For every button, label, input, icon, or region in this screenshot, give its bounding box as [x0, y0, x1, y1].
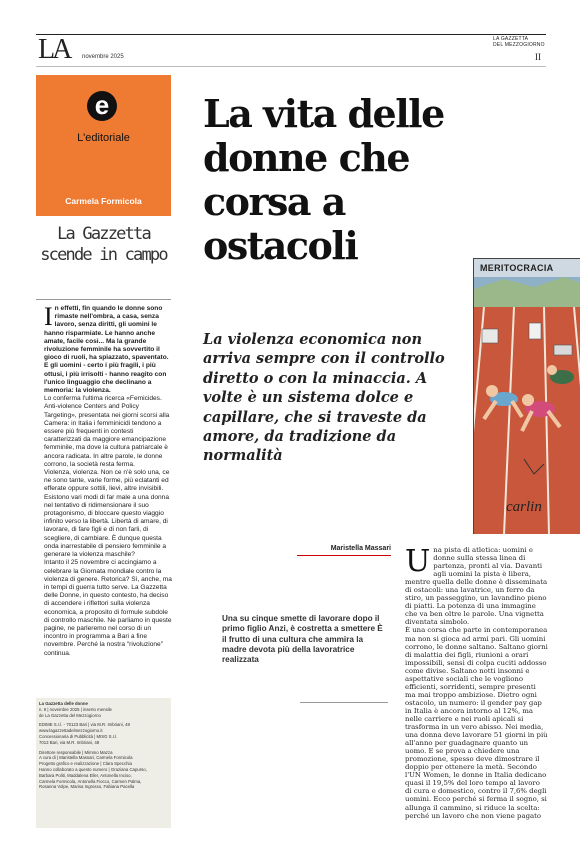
credits-staff-line: Direttore responsabile | Mimmo Mazza	[39, 749, 113, 755]
credits-publisher-line: www.lagazzettadelmezzogiorno.it	[39, 728, 103, 734]
credits-staff	[39, 750, 168, 791]
editorial-lead: n effetti, fin quando le donne sono rimaste nell'ombra, a casa, senza lavoro, senza diritti, gli uomini le hanno risparmiate. Le hanno anche amate, facile così... Ma la grande rivoluzione femminile ha sovvertito il gioco di ruoli, ha spiazzato, spaventato. E gli uomini - certo i più fragili, i più ottusi, i più irrisolti - hanno reagito con l'unico linguaggio che declinano a memoria: la violenza.	[44, 305, 169, 395]
byline-rule	[297, 555, 391, 556]
credits-staff-line: A cura di | Maristella Massari, Carmela Formicola	[39, 755, 133, 761]
credits-publisher-line: EDIME S.r.l. - 70123 Bari | via M.R. Imbriani, 48	[39, 722, 130, 728]
editorial-dropcap: I	[44, 302, 53, 331]
magazine-logo: LA	[38, 34, 70, 65]
credits-staff-line: Barbara Politi, Maddalena Eller, Antonella Inciso,	[39, 772, 132, 778]
editorial-paragraph: Lo conferma l'ultima ricerca «Femicides. Anti-violence Centers and Policy Targeting», presentata nei giorni scorsi alla Camera: in Italia i femminicidi tendono a essere più frequenti in contesti caratterizzati da maggiore emancipazione femminile, ma dove la cultura patriarcale è ancora radicata. In altre parole, le donne corrono, la società resta ferma.	[44, 395, 170, 468]
article-body	[405, 546, 548, 820]
newspaper-masthead	[493, 36, 545, 48]
masthead-bottom-rule	[36, 66, 546, 67]
credits-pub-line: de La Gazzetta del Mezzogiorno	[39, 712, 101, 718]
cartoon-drawing	[474, 259, 580, 534]
credits-publisher-line: 7013 Bari, via M.R. Imbriani, 48	[39, 739, 100, 745]
article-byline: Maristella Massari	[330, 545, 391, 552]
credits-publication	[39, 701, 168, 718]
credits-box	[36, 698, 171, 828]
credits-publisher	[39, 722, 168, 745]
issue-date: novembre 2025	[82, 54, 124, 60]
masthead-line-1: LA GAZZETTA	[493, 36, 529, 42]
editorial-paragraph: Intanto il 25 novembre ci accingiamo a celebrare la Giornata mondiale contro la violenza di genere. Retorica? Sì, anche, ma in tempi di guerra tutto serve. La Gazzetta delle Donne, in questo contesto, ha deciso di accendere i riflettori sulla violenza economica, a proposito di formule subdole di controllo maschile. Ne parliamo in queste pagine, ne parleremo nel corso di un incontro in programma a Bari a fine novembre. Perché la nostra "rivoluzione" continua.	[44, 559, 172, 657]
credits-pub-name: La Gazzetta delle donne	[39, 701, 88, 706]
cartoon-title: MERITOCRACIA	[480, 263, 554, 273]
credits-staff-line: Progetto grafico e realizzazione | Clara Specchia	[39, 761, 132, 767]
credits-staff-line: Rosanna Volpe, Marisa Ingrosso, Fabiana Pacella	[39, 784, 135, 790]
masthead-top-rule	[36, 34, 546, 35]
credits-pub-line: n. 9 | novembre 2025 | inserto mensile	[39, 706, 112, 712]
editorial-e-icon: e	[87, 91, 117, 121]
cartoon-signature: carlin	[506, 499, 542, 515]
editorial-divider	[36, 299, 171, 300]
page-number: II	[535, 52, 541, 62]
cartoon-illustration	[473, 258, 580, 534]
editorial-paragraph: Violenza, violenza. Non ce n'è solo una, ce ne sono tante, varie forme, più eclatanti ed efferate oppure sottili, lievi, altre invisibili. Esistono vari modi di far male a una donna nel tentativo di ridimensionare il suo protagonismo, di bloccare questo viaggio infinito verso la libertà. Libertà di amare, di lavorare, di fare figli e di non farli, di scegliere, di cambiare. È dunque questa onda inarrestabile di pensiero femminile a generare la violenza maschile?	[44, 469, 170, 559]
editorial-label: L'editoriale	[77, 132, 130, 144]
article-subtitle: La violenza economica non arriva sempre con il controllo diretto o con la minaccia. A volte è un sistema dolce e capillare, che si traveste da amore, da tradizione da normalità	[203, 331, 445, 465]
editorial-author: Carmela Formicola	[65, 196, 142, 206]
pull-quote: Una su cinque smette di lavorare dopo il primo figlio Anzi, è costretta a smettere È il frutto di una cultura che ammira la madre devota più della lavoratrice realizzata	[222, 614, 383, 665]
article-paragraph: È una corsa che parte in contemporanea ma non si gioca ad armi pari. Gli uomini corrono, le donne saltano. Saltano giorni di malattia dei figli, riunioni a orari impossibili, sensi di colpa cuciti addosso come divise. Saltano notti insonni e aspettative sociali che le vogliono efficienti, sorridenti, sempre presenti ma mai troppo ambiziose. Dietro ogni ostacolo, un numero: il gender pay gap in Italia è ancora intorno al 12%, ma nelle carriere e nei ruoli apicali si trasforma in un vero abisso. Nei media, una donna deve lavorare 51 giorni in più all'anno per guadagnare quanto un uomo. E se prova a chiedere una promozione, spesso deve dimostrare il doppio per ottenere la metà. Secondo l'UN Women, le donne in Italia dedicano quasi il 19,5% del loro tempo al lavoro di cura e domestico, contro il 7,6% degli uomini. Ecco perché si ferma il sogno, si allunga il cammino, si riduce la scelta: perché un lavoro che non viene pagato	[405, 626, 548, 820]
masthead-line-2: DEL MEZZOGIORNO	[493, 42, 545, 48]
credits-staff-line: Hanno collaborato a questo numero | Graziana Capurso,	[39, 766, 147, 772]
pull-quote-rule	[300, 702, 388, 703]
credits-staff-line: Carmela Formicola, Antonella Fiocco, Carmen Palma,	[39, 778, 142, 784]
credits-publisher-line: Concessionaria di Pubblicità | MISG S.r.l.	[39, 733, 118, 739]
editorial-badge	[36, 75, 171, 216]
article-headline: La vita delle donne che corsa a ostacoli	[203, 91, 444, 268]
editorial-title: La Gazzetta scende in campo	[40, 224, 167, 265]
editorial-body	[44, 302, 172, 658]
article-dropcap: U	[405, 544, 431, 579]
article-paragraph: na pista di atletica: uomini e donne sulla stessa linea di partenza, pronti al via. Davanti agli uomini la pista è libera, mentre quella delle donne è disseminata di ostacoli: una lavatrice, un ferro da stiro, un passeggino, un lavandino pieno di piatti. La potenza di una immagine che va ben oltre le parole. Una vignetta diventata simbolo.	[405, 546, 548, 627]
